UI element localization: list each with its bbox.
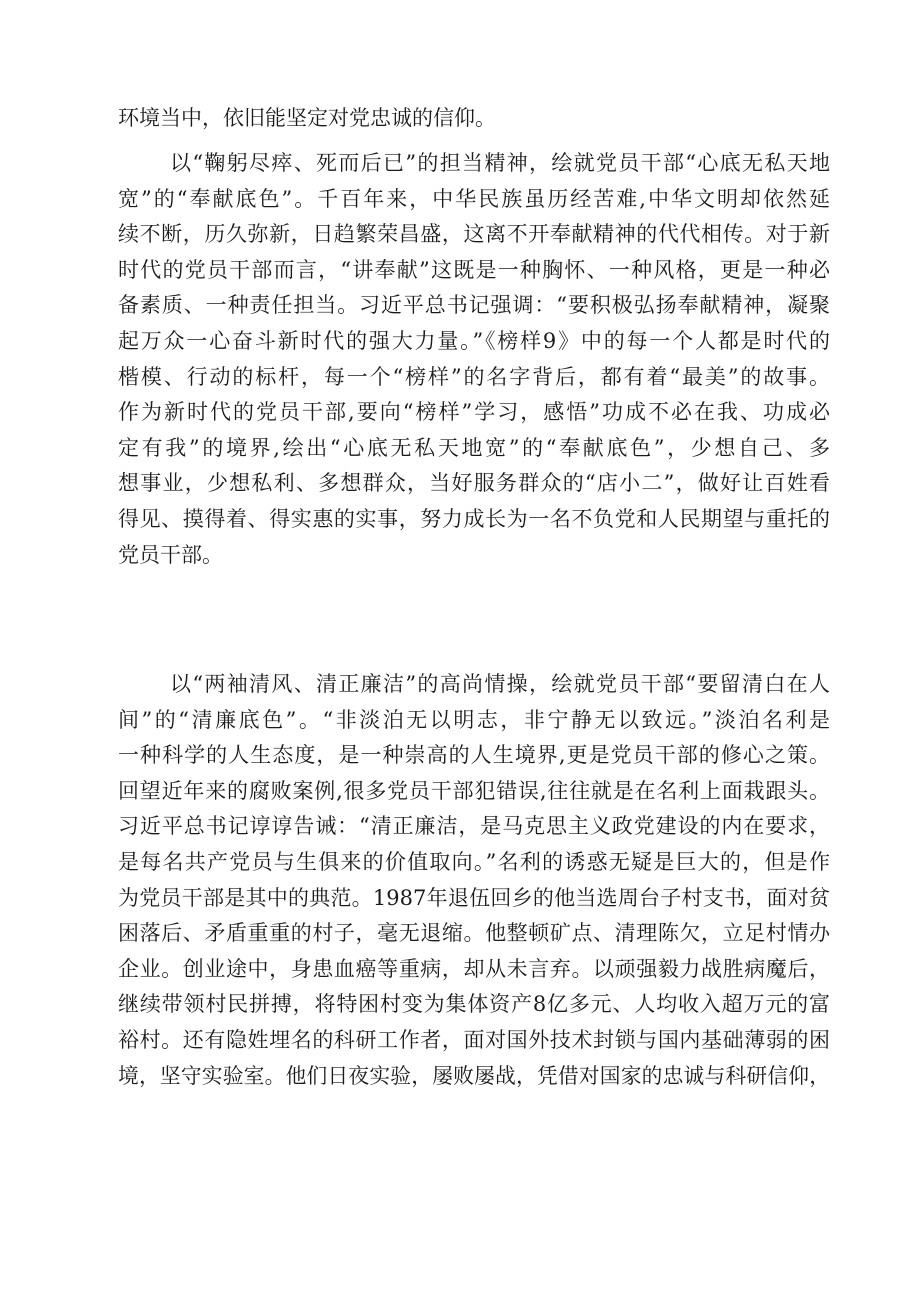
text-line: 为党员干部是其中的典范。1987年退伍回乡的他当选周台子村支书，面对贫 [118,885,830,910]
text-line: 续不断，历久弥新，日趋繁荣昌盛，这离不开奉献精神的代代相传。对于新 [118,222,830,247]
text-line: 一种科学的人生态度，是一种崇高的人生境界,更是党员干部的修心之策。 [118,743,830,768]
text-line: 境，坚守实验室。他们日夜实验，屡败屡战，凭借对国家的忠诚与科研信仰， [118,1063,830,1088]
text-line: 环境当中，依旧能坚定对党忠诚的信仰。 [118,106,496,130]
text-line: 时代的党员干部而言，“讲奉献”这既是一种胸怀、一种风格，更是一种必 [118,257,830,282]
text-line: 定有我”的境界,绘出“心底无私天地宽”的“奉献底色”，少想自己、多 [118,435,830,460]
text-line: 作为新时代的党员干部,要向“榜样”学习，感悟”功成不必在我、功成必 [118,400,830,425]
text-line: 得见、摸得着、得实惠的实事，努力成长为一名不负党和人民期望与重托的 [118,506,830,531]
text-line: 企业。创业途中，身患血癌等重病，却从未言弃。以顽强毅力战胜病魔后， [118,956,830,981]
paragraph-2 [118,146,830,573]
text-line: 想事业，少想私利、多想群众，当好服务群众的“店小二”，做好让百姓看 [118,471,830,496]
text-line: 裕村。还有隐姓埋名的科研工作者，面对国外技术封锁与国内基础薄弱的困 [118,1027,830,1052]
text-line: 备素质、一种责任担当。习近平总书记强调：“要积极弘扬奉献精神，凝聚 [118,293,830,318]
text-line: 困落后、矛盾重重的村子，毫无退缩。他整顿矿点、清理陈欠，立足村情办 [118,921,830,946]
text-line: 以“两袖清风、清正廉洁”的高尚情操，绘就党员干部“要留清白在人 [170,672,830,696]
text-line: 习近平总书记谆谆告诫：“清正廉洁，是马克思主义政党建设的内在要求， [118,814,830,839]
text-line: 党员干部。 [118,542,223,567]
text-line: 楷模、行动的标杆，每一个“榜样”的名字背后，都有着“最美”的故事。 [118,364,830,389]
text-line: 宽”的“奉献底色”。千百年来，中华民族虽历经苦难,中华文明却依然延 [118,186,830,211]
text-line: 是每名共产党员与生俱来的价值取向。”名利的诱惑无疑是巨大的，但是作 [118,849,830,874]
text-line: 继续带领村民拼搏，将特困村变为集体资产8亿多元、人均收入超万元的富 [118,992,830,1017]
text-line: 以“鞠躬尽瘁、死而后已”的担当精神，绘就党员干部“心底无私天地 [170,151,830,175]
text-line: 回望近年来的腐败案例,很多党员干部犯错误,往往就是在名利上面栽跟头。 [118,778,830,803]
paragraph-3 [118,667,830,1094]
paragraph-1-end [118,101,830,137]
text-line: 起万众一心奋斗新时代的强大力量。”《榜样9》中的每一个人都是时代的 [118,328,830,353]
text-line: 间”的“清廉底色”。“非淡泊无以明志，非宁静无以致远。”淡泊名利是 [118,707,830,732]
